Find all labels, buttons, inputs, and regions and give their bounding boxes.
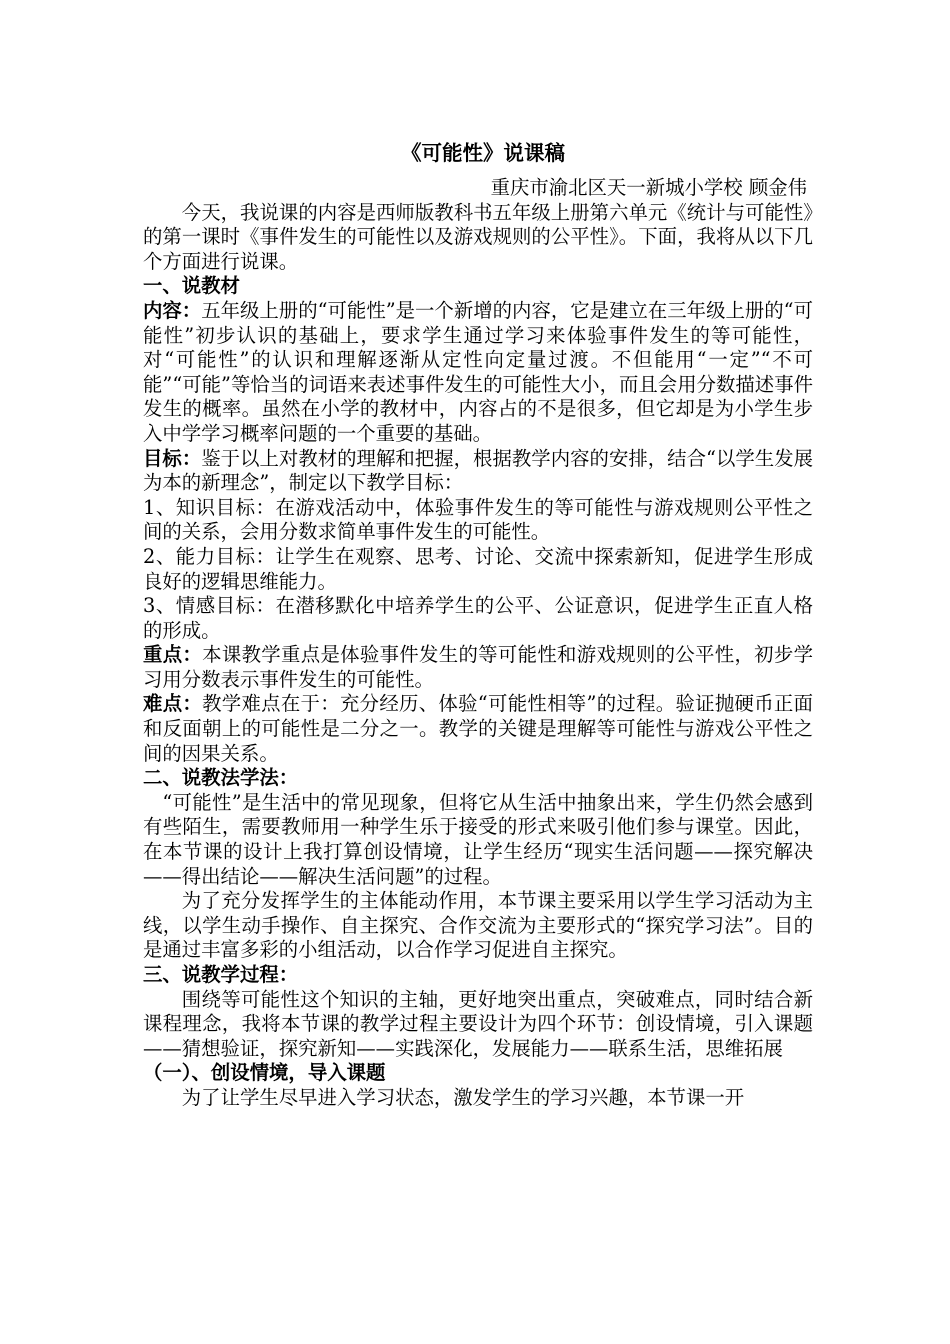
goal-emotion: 3、情感目标：在潜移默化中培养学生的公平、公证意识，促进学生正直人格的形成。 [143,594,813,642]
goal-text: 鉴于以上对教材的理解和把握，根据教学内容的安排，结合“以学生发展为本的新理念”，制定以下教学目标： [143,446,813,495]
subsection-heading-situation: （一）、创设情境，导入课题 [143,1061,386,1085]
goal-label: 目标： [143,446,202,470]
goal-paragraph [143,447,813,496]
section-heading-methods: 二、说教法学法： [143,766,299,790]
process-paragraph-1: 围绕等可能性这个知识的主轴，更好地突出重点，突破难点，同时结合新课程理念，我将本节课的教学过程主要设计为四个环节：创设情境，引入课题——猜想验证，探究新知——实践深化，发展能力——联系生活，思维拓展 [143,987,813,1060]
situation-paragraph: 为了让学生尽早进入学习状态，激发学生的学习兴趣，本节课一开 [181,1085,745,1109]
content-paragraph [143,299,813,447]
key-point-label: 重点： [143,643,203,667]
difficulty-text: 教学难点在于：充分经历、体验“可能性相等”的过程。验证抛硬币正面和反面朝上的可能性是二分之一。教学的关键是理解等可能性与游戏公平性之间的因果关系。 [143,692,814,765]
key-point-paragraph [143,643,813,692]
section-heading-textbook: 一、说教材 [143,274,240,298]
goal-ability: 2、能力目标：让学生在观察、思考、讨论、交流中探索新知，促进学生形成良好的逻辑思维能力。 [143,544,813,593]
document-page [143,140,813,1111]
difficulty-label: 难点： [143,692,203,716]
goal-knowledge: 1、知识目标：在游戏活动中，体验事件发生的等可能性与游戏规则公平性之间的关系，会用分数求简单事件发生的可能性。 [143,495,813,544]
section-heading-process: 三、说教学过程： [143,963,299,986]
difficulty-paragraph [143,692,813,766]
content-text: 五年级上册的“可能性”是一个新增的内容，它是建立在三年级上册的“可能性”初步认识的基础上，要求学生通过学习来体验事件发生的等可能性，对“可能性”的认识和理解逐渐从定性向定量过渡。不但能用“一定”“不可能”“可能”等恰当的词语来表述事件发生的可能性大小，而且会用分数描述事件发生的概率。虽然在小学的教材中，内容占的不是很多，但它却是为小学生步入中学学习概率问题的一个重要的基础。 [143,298,813,445]
methods-paragraph-2: 为了充分发挥学生的主体能动作用，本节课主要采用以学生学习活动为主线，以学生动手操作、自主探究、合作交流为主要形式的“探究学习法”。目的是通过丰富多彩的小组活动，以合作学习促进自主探究。 [143,889,813,962]
document-title: 《可能性》说课稿 [401,141,565,165]
content-label: 内容： [143,298,202,322]
document-author: 重庆市渝北区天一新城小学校 顾金伟 [490,176,807,199]
key-point-text: 本课教学重点是体验事件发生的等可能性和游戏规则的公平性，初步学习用分数表示事件发生的可能性。 [143,643,814,691]
intro-paragraph: 今天，我说课的内容是西师版教科书五年级上册第六单元《统计与可能性》的第一课时《事件发生的可能性以及游戏规则的公平性》。下面，我将从以下几个方面进行说课。 [143,200,813,273]
methods-paragraph-1: “可能性”是生活中的常见现象，但将它从生活中抽象出来，学生仍然会感到有些陌生，需要教师用一种学生乐于接受的形式来吸引他们参与课堂。因此，在本节课的设计上我打算创设情境，让学生经历“现实生活问题——探究解决——得出结论——解决生活问题”的过程。 [143,790,813,888]
